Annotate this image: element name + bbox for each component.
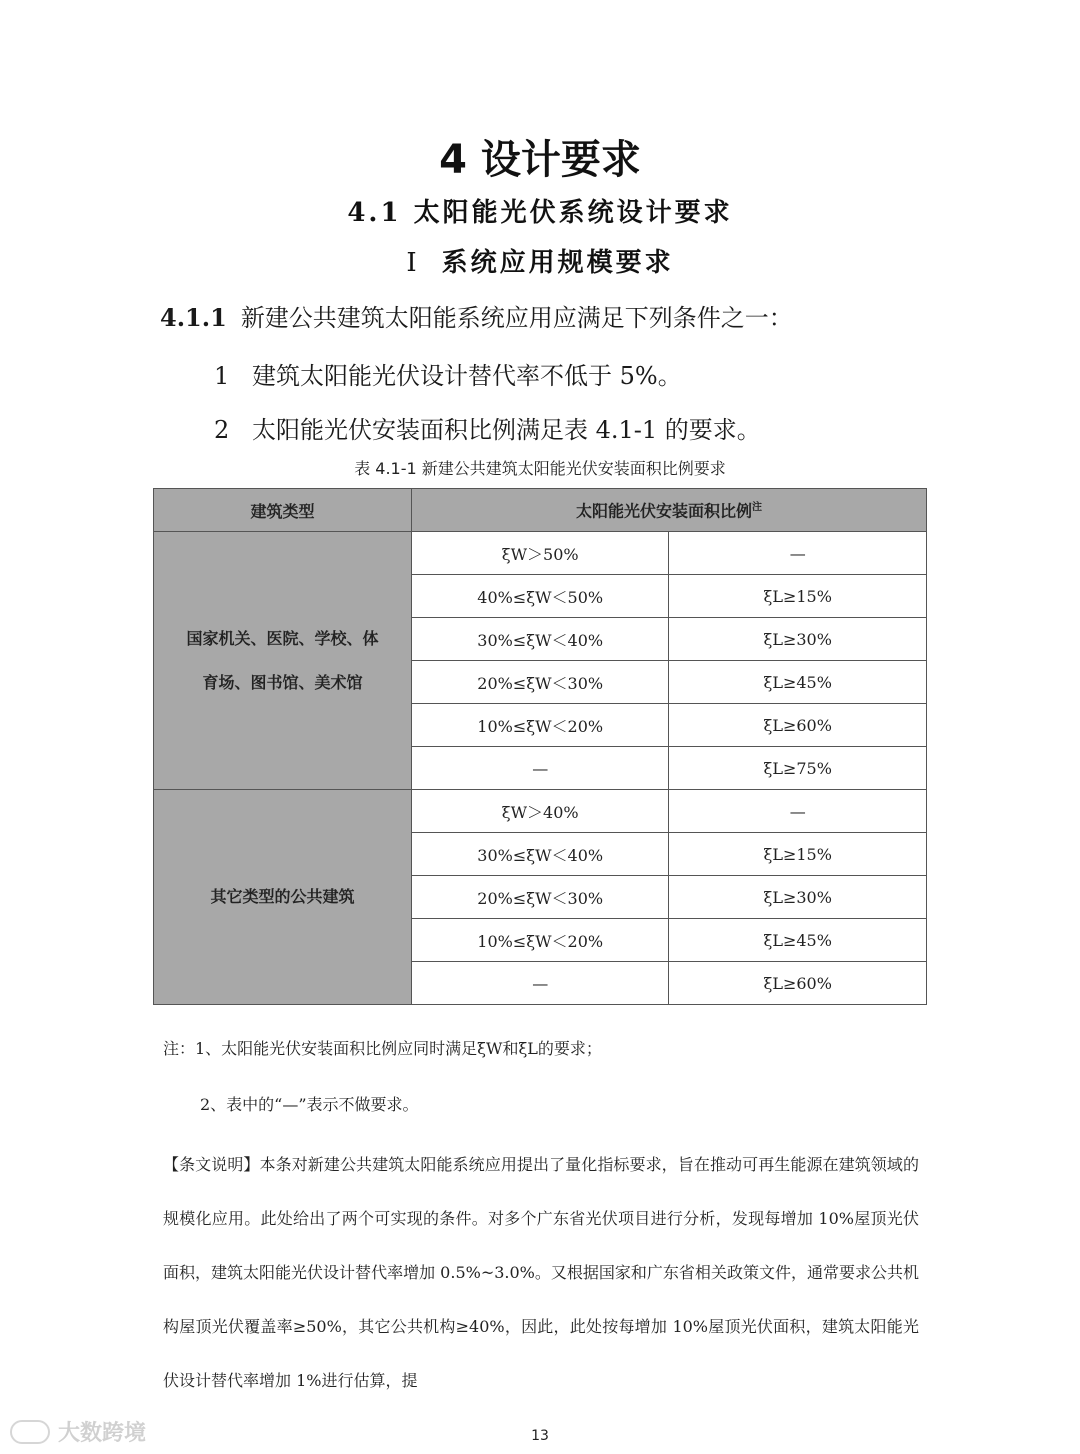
xi-w-cell: 20%≤ξW＜30% [411,876,669,919]
list-item-number: 1 [214,362,230,390]
xi-w-cell: 40%≤ξW＜50% [411,575,669,618]
xi-w-cell: — [411,962,669,1005]
xi-w-cell: — [411,747,669,790]
xi-l-cell: ξL≥45% [669,661,927,704]
xi-w-cell: 30%≤ξW＜40% [411,618,669,661]
xi-w-cell: 20%≤ξW＜30% [411,661,669,704]
table-row [154,532,927,575]
xi-w-cell: ξW＞50% [411,532,669,575]
building-type-line: 其它类型的公共建筑 [210,887,355,906]
building-type-line: 育场、图书馆、美术馆 [202,672,363,692]
list-item-text: 建筑太阳能光伏设计替代率不低于 5%。 [252,362,682,390]
table-caption: 表 4.1-1 新建公共建筑太阳能光伏安装面积比例要求 [354,459,726,478]
watermark-logo-icon [10,1420,50,1444]
table-row [154,790,927,833]
page-number: 13 [531,1428,549,1444]
xi-w-cell: 30%≤ξW＜40% [411,833,669,876]
subsection-text: 系统应用规模要求 [441,248,674,278]
chapter-title: 4 设计要求 [439,137,641,183]
clause-text: 新建公共建筑太阳能系统应用应满足下列条件之一： [240,304,793,332]
clause-number: 4.1.1 [160,303,227,332]
xi-l-cell: ξL≥30% [669,618,927,661]
table-note-2: 2、表中的“—”表示不做要求。 [200,1095,419,1114]
xi-l-cell: ξL≥60% [669,704,927,747]
header-note-mark: 注 [751,502,762,514]
header-area-ratio [411,489,926,532]
clause-explanation: 【条文说明】本条对新建公共建筑太阳能系统应用提出了量化指标要求，旨在推动可再生能源在建筑领域的规模化应用。此处给出了两个可实现的条件。对多个广东省光伏项目进行分析，发现每增加 10%屋顶光伏面积，建筑太阳能光伏设计替代率增加 0.5%~3.0%。又根据国家和广东省相关政策文件，通常要求公共机构屋顶光伏覆盖率≥50%，其它公共机构≥40%，因此，此处按每增加 10%屋顶光伏面积，建筑太阳能光伏设计替代率增加 1%进行估算，提 [163,1155,919,1390]
list-item [214,410,761,445]
xi-l-cell: ξL≥75% [669,747,927,790]
xi-l-cell: — [669,532,927,575]
subsection-roman: Ⅰ [406,248,420,278]
xi-l-cell: ξL≥15% [669,833,927,876]
subsection-title [0,242,1080,279]
xi-l-cell: ξL≥30% [669,876,927,919]
building-type-line: 国家机关、医院、学校、体 [186,628,379,648]
xi-w-cell: 10%≤ξW＜20% [411,704,669,747]
ratio-table [153,488,927,1005]
list-item-text: 太阳能光伏安装面积比例满足表 4.1-1 的要求。 [252,416,761,444]
watermark [10,1416,146,1447]
xi-l-cell: — [669,790,927,833]
building-type-cell [154,532,412,790]
xi-w-cell: 10%≤ξW＜20% [411,919,669,962]
header-area-ratio-text: 太阳能光伏安装面积比例 [575,501,752,521]
header-building-type: 建筑类型 [154,489,412,532]
section-title: 4.1 太阳能光伏系统设计要求 [347,198,733,228]
table-note-1: 注：1、太阳能光伏安装面积比例应同时满足ξW和ξL的要求； [163,1039,602,1058]
clause-4-1-1 [160,298,793,333]
list-item-number: 2 [214,416,230,444]
watermark-text: 大数跨境 [58,1421,147,1446]
xi-l-cell: ξL≥45% [669,919,927,962]
xi-w-cell: ξW＞40% [411,790,669,833]
building-type-cell [154,790,412,1005]
table-header-row [154,489,927,532]
xi-l-cell: ξL≥15% [669,575,927,618]
list-item [214,356,682,391]
xi-l-cell: ξL≥60% [669,962,927,1005]
